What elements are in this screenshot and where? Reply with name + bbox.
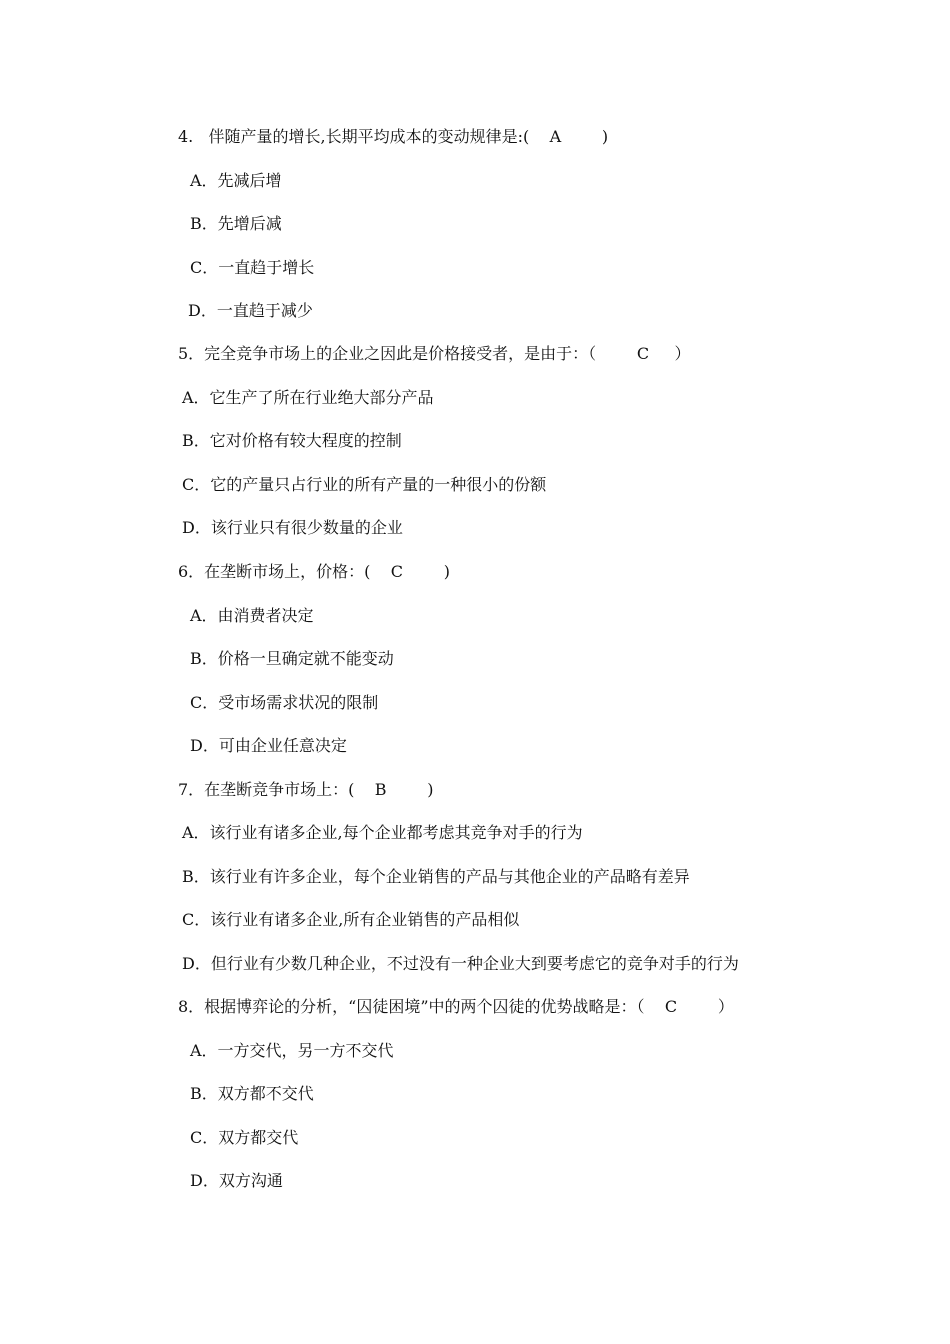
question-8-option-d: D．双方沟通: [190, 1171, 283, 1190]
question-7-option-d: D．但行业有少数几种企业，不过没有一种企业大到要考虑它的竞争对手的行为: [182, 954, 739, 973]
question-5-option-c: C．它的产量只占行业的所有产量的一种很小的份额: [182, 475, 547, 494]
question-4-option-d: D．一直趋于减少: [188, 301, 313, 320]
question-6-stem: 6．在垄断市场上，价格：( C ): [178, 562, 450, 581]
question-6-option-d: D．可由企业任意决定: [190, 736, 347, 755]
question-4-option-a: A．先减后增: [190, 171, 282, 190]
question-8-stem: 8．根据博弈论的分析，“囚徒困境”中的两个囚徒的优势战略是：（ C ）: [178, 997, 734, 1016]
question-8-option-c: C．双方都交代: [190, 1128, 299, 1147]
question-4-option-b: B．先增后减: [190, 214, 282, 233]
question-7-option-b: B．该行业有许多企业，每个企业销售的产品与其他企业的产品略有差异: [182, 867, 690, 886]
question-7-stem: 7．在垄断竞争市场上：( B ): [178, 780, 434, 799]
question-5-option-d: D．该行业只有很少数量的企业: [182, 518, 403, 537]
question-8-option-b: B．双方都不交代: [190, 1084, 314, 1103]
question-5-option-b: B．它对价格有较大程度的控制: [182, 431, 402, 450]
question-7-option-c: C．该行业有诸多企业,所有企业销售的产品相似: [182, 910, 520, 929]
question-6-option-c: C．受市场需求状况的限制: [190, 693, 379, 712]
question-5-option-a: A．它生产了所在行业绝大部分产品: [182, 388, 434, 407]
question-6-option-b: B．价格一旦确定就不能变动: [190, 649, 394, 668]
question-8-option-a: A．一方交代，另一方不交代: [190, 1041, 394, 1060]
question-6-option-a: A．由消费者决定: [190, 606, 314, 625]
question-5-stem: 5．完全竞争市场上的企业之因此是价格接受者，是由于：（ C ）: [178, 344, 691, 363]
question-4-option-c: C．一直趋于增长: [190, 258, 315, 277]
question-7-option-a: A．该行业有诸多企业,每个企业都考虑其竞争对手的行为: [182, 823, 583, 842]
question-4-stem: 4. 伴随产量的增长,长期平均成本的变动规律是:( A ): [178, 127, 609, 146]
